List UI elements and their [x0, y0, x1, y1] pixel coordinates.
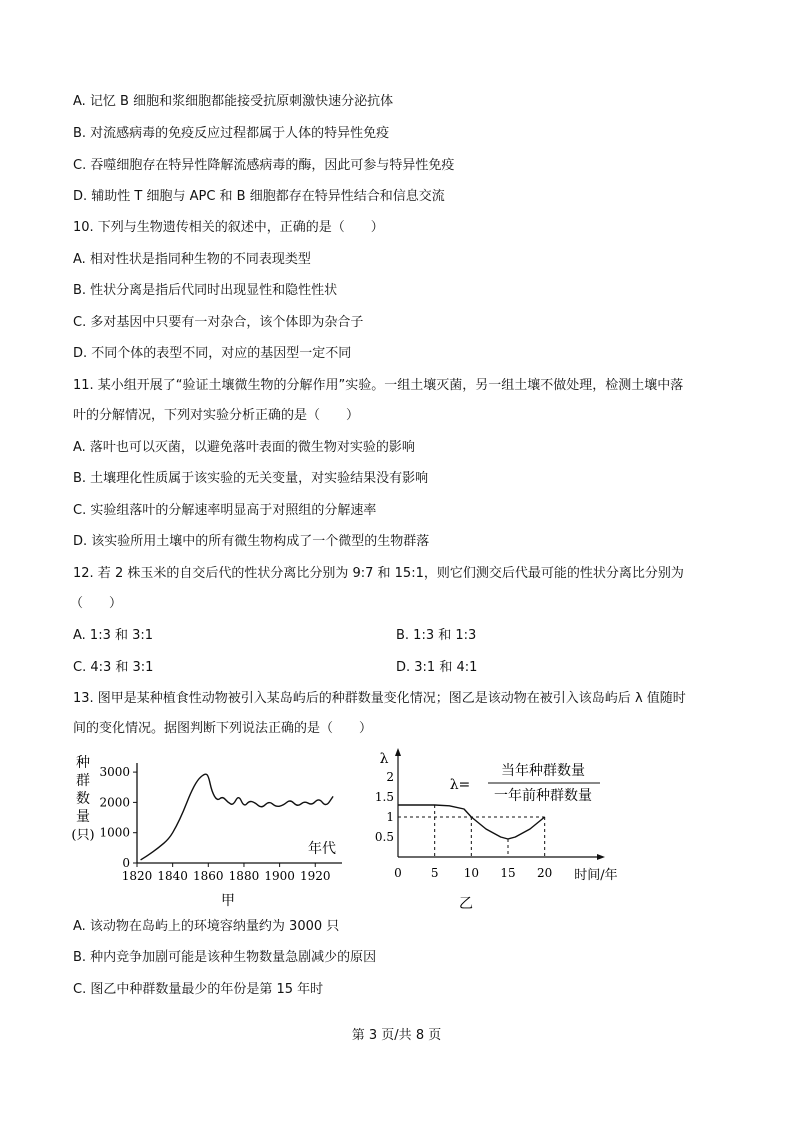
yi-series-line [398, 805, 545, 839]
q13-option-c: C. 图乙中种群数量最少的年份是第 15 年时 [73, 982, 324, 997]
q13-stem-line1: 13. 图甲是某种植食性动物被引入某岛屿后的种群数量变化情况；图乙是该动物在被引入该岛屿后 λ 值随时 [73, 691, 686, 706]
jia-x-tick-label-0: 1820 [121, 869, 153, 883]
jia-ylabel-2: 群 [76, 773, 90, 789]
jia-y-tick-label-3: 3000 [99, 765, 130, 780]
q9-option-a: A. 记忆 B 细胞和浆细胞都能接受抗原刺激快速分泌抗体 [73, 94, 394, 109]
q12-option-d: D. 3:1 和 4:1 [396, 660, 478, 675]
yi-xlabel: 时间/年 [574, 868, 618, 883]
jia-ylabel-1: 种 [76, 755, 90, 771]
q13-option-a: A. 该动物在岛屿上的环境容纳量约为 3000 只 [73, 919, 340, 934]
chart-jia [70, 745, 370, 915]
jia-series-line [141, 774, 334, 860]
q9-option-b: B. 对流感病毒的免疫反应过程都属于人体的特异性免疫 [73, 126, 390, 141]
jia-x-tick-label-4: 1900 [264, 869, 295, 883]
q12-option-c: C. 4:3 和 3:1 [73, 660, 154, 675]
jia-xlabel: 年代 [308, 841, 336, 857]
jia-ylabel-3: 数 [76, 791, 90, 807]
q12-option-a: A. 1:3 和 3:1 [73, 628, 154, 643]
q11-option-d: D. 该实验所用土壤中的所有微生物构成了一个微型的生物群落 [73, 534, 430, 549]
yi-formula-lhs: λ= [449, 777, 471, 793]
yi-x-tick-label-3: 15 [500, 866, 516, 880]
q11-option-b: B. 土壤理化性质属于该实验的无关变量，对实验结果没有影响 [73, 471, 429, 486]
yi-title: 乙 [459, 896, 473, 912]
q10-option-a: A. 相对性状是指同种生物的不同表现类型 [73, 252, 311, 267]
yi-y-tick-label-2: 1.5 [374, 790, 394, 804]
yi-y-tick-label-0: 0.5 [374, 830, 394, 844]
yi-y-arrow [395, 748, 401, 756]
yi-x-tick-label-2: 10 [463, 866, 479, 880]
q12-stem-line1: 12. 若 2 株玉米的自交后代的性状分离比分别为 9:7 和 15:1，则它们测交后代最可能的性状分离比分别为 [73, 566, 684, 581]
yi-ylabel: λ [379, 751, 389, 767]
q11-stem-line1: 11. 某小组开展了“验证土壤微生物的分解作用”实验。一组土壤灭菌，另一组土壤不做处理，检测土壤中落 [73, 378, 684, 393]
q12-option-b: B. 1:3 和 1:3 [396, 628, 477, 643]
q9-option-d: D. 辅助性 T 细胞与 APC 和 B 细胞都存在特异性结合和信息交流 [73, 189, 445, 204]
yi-x-tick-label-4: 20 [537, 866, 553, 880]
q10-option-c: C. 多对基因中只要有一对杂合，该个体即为杂合子 [73, 315, 364, 330]
jia-title: 甲 [221, 893, 235, 909]
q10-stem: 10. 下列与生物遗传相关的叙述中，正确的是（ ） [73, 220, 384, 235]
q12-stem-line2: （ ） [70, 596, 123, 611]
yi-formula-denominator: 一年前种群数量 [494, 788, 592, 804]
yi-y-tick-label-1: 1 [386, 810, 394, 824]
page-footer: 第 3 页/共 8 页 [351, 1028, 442, 1043]
jia-x-tick-label-3: 1880 [228, 869, 260, 883]
jia-ylabel-4: 量 [76, 809, 90, 825]
q11-option-a: A. 落叶也可以灭菌，以避免落叶表面的微生物对实验的影响 [73, 440, 415, 455]
q11-stem-line2: 叶的分解情况，下列对实验分析正确的是（ ） [73, 408, 360, 423]
yi-x-arrow [597, 854, 605, 860]
jia-y-tick-label-0: 0 [122, 856, 130, 870]
q9-option-c: C. 吞噬细胞存在特异性降解流感病毒的酶，因此可参与特异性免疫 [73, 158, 455, 173]
yi-formula-numerator: 当年种群数量 [501, 763, 585, 779]
q10-option-d: D. 不同个体的表型不同，对应的基因型一定不同 [73, 346, 352, 361]
q10-option-b: B. 性状分离是指后代同时出现显性和隐性性状 [73, 283, 338, 298]
jia-x-tick-label-2: 1860 [193, 869, 224, 883]
jia-y-tick-label-2: 2000 [99, 795, 130, 810]
yi-x-tick-label-0: 0 [394, 866, 402, 880]
chart-yi [368, 745, 618, 915]
q11-option-c: C. 实验组落叶的分解速率明显高于对照组的分解速率 [73, 503, 377, 518]
jia-x-tick-label-5: 1920 [299, 869, 331, 883]
yi-y-tick-label-3: 2 [386, 770, 394, 784]
jia-x-tick-label-1: 1840 [157, 869, 188, 883]
yi-x-tick-label-1: 5 [430, 866, 439, 880]
jia-ylabel-5: (只) [71, 828, 95, 843]
q13-stem-line2: 间的变化情况。据图判断下列说法正确的是（ ） [73, 721, 373, 736]
q13-option-b: B. 种内竞争加剧可能是该种生物数量急剧减少的原因 [73, 950, 377, 965]
jia-y-tick-label-1: 1000 [99, 825, 130, 840]
